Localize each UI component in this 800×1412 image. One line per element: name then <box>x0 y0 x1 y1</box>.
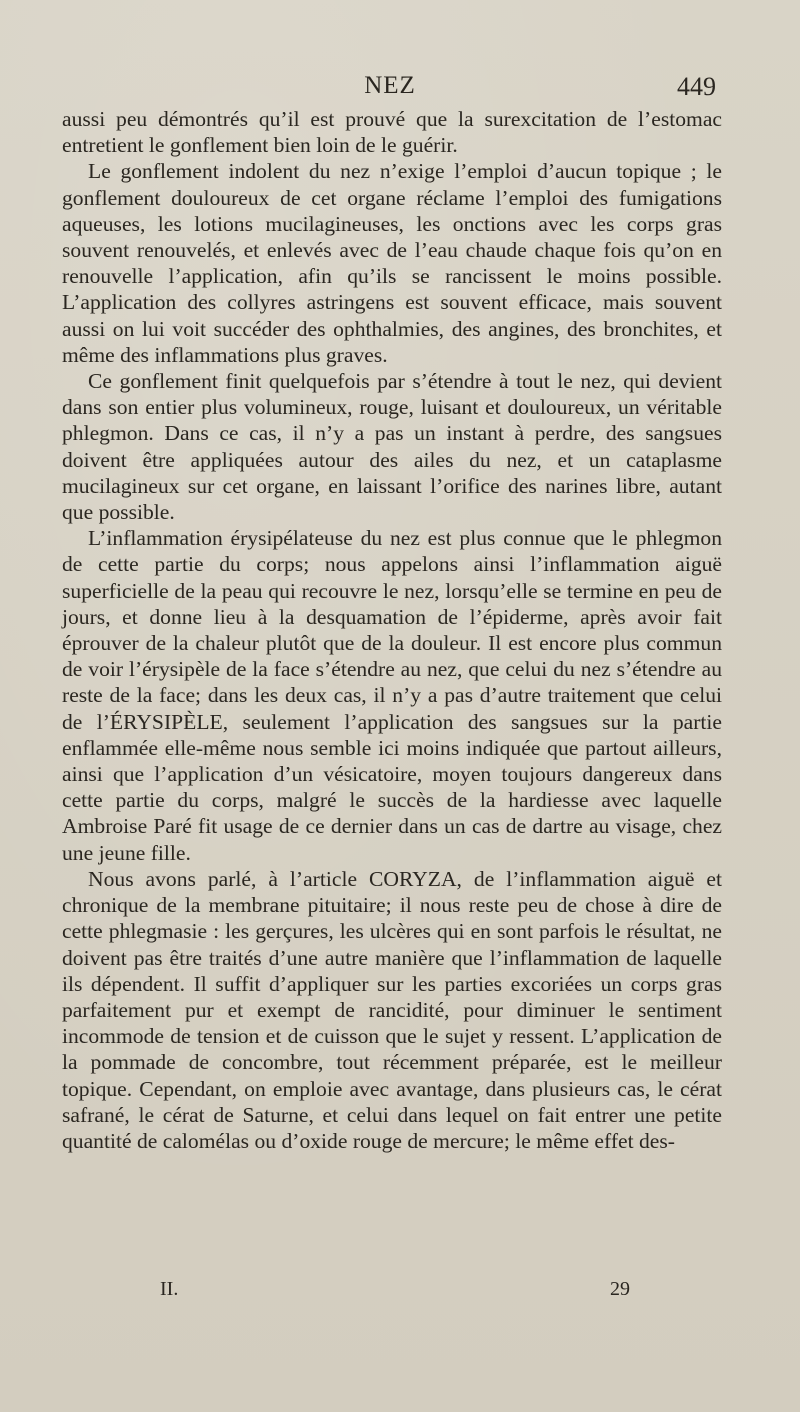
body-text <box>62 106 722 1154</box>
paragraph-4: L’inflammation érysipélateuse du nez est plus connue que le phlegmon de cette partie du corps; nous appelons ainsi l’inflammation aiguë superficielle de la peau qui recouvre le nez, lorsqu’elle se termine en peu de jours, et donne lieu à la desquamation de l’épiderme, après avoir fait éprouver de la chaleur plutôt que de la douleur. Il est encore plus commun de voir l’érysipèle de la face s’étendre au nez, que celui du nez s’étendre au reste de la face; dans les deux cas, il n’y a pas d’autre traitement que celui de l’ÉRYSIPÈLE, seulement l’application des sangsues sur la partie enflammée elle-même nous semble ici moins indiquée que partout ailleurs, ainsi que l’application d’un vésicatoire, moyen toujours dangereux dans cette partie du corps, malgré le succès de la hardiesse avec laquelle Ambroise Paré fit usage de ce dernier dans un cas de dartre au visage, chez une jeune fille. <box>62 526 722 865</box>
paragraph-1: aussi peu démontrés qu’il est prouvé que la surexcitation de l’estomac entretient le gonflement bien loin de le guérir. <box>62 107 722 158</box>
page-number: 449 <box>677 72 716 101</box>
sheet-number: 29 <box>610 1278 630 1300</box>
paragraph-2: Le gonflement indolent du nez n’exige l’emploi d’aucun topique ; le gonflement douloureux de cet organe réclame l’emploi des fumigations aqueuses, les lotions mucilagineuses, les onctions avec les corps gras souvent renouvelés, et enlevés avec de l’eau chaude chaque fois qu’on en renouvelle l’application, afin qu’ils se rancissent le moins possible. L’application des collyres astringens est souvent efficace, mais souvent aussi on lui voit succéder des ophthalmies, des angines, des bronchites, et même des inflammations plus graves. <box>62 159 722 367</box>
signature-mark: II. <box>160 1278 179 1300</box>
page-header <box>60 72 720 106</box>
page-footer <box>160 1278 630 1308</box>
paragraph-5: Nous avons parlé, à l’article CORYZA, de l’inflammation aiguë et chronique de la membrane pituitaire; il nous reste peu de chose à dire de cette phlegmasie : les gerçures, les ulcères qui en sont parfois le résultat, ne doivent pas être traités d’une autre manière que l’inflammation de laquelle ils dépendent. Il suffit d’appliquer sur les parties excoriées un corps gras parfaitement pur et exempt de rancidité, pour diminuer le sentiment incommode de tension et de cuisson que le sujet y ressent. L’application de la pommade de concombre, tout récemment préparée, est le meilleur topique. Cependant, on emploie avec avantage, dans plusieurs cas, le cérat safrané, le cérat de Saturne, et celui dans lequel on fait entrer une petite quantité de calomélas ou d’oxide rouge de mercure; le même effet des- <box>62 866 722 1153</box>
running-head: NEZ <box>364 72 416 99</box>
paragraph-3: Ce gonflement finit quelquefois par s’étendre à tout le nez, qui devient dans son entier plus volumineux, rouge, luisant et douloureux, un véritable phlegmon. Dans ce cas, il n’y a pas un instant à perdre, des sangsues doivent être appliquées autour des ailes du nez, et un cataplasme mucilagineux sur cet organe, en laissant l’orifice des narines libre, autant que possible. <box>62 369 722 525</box>
